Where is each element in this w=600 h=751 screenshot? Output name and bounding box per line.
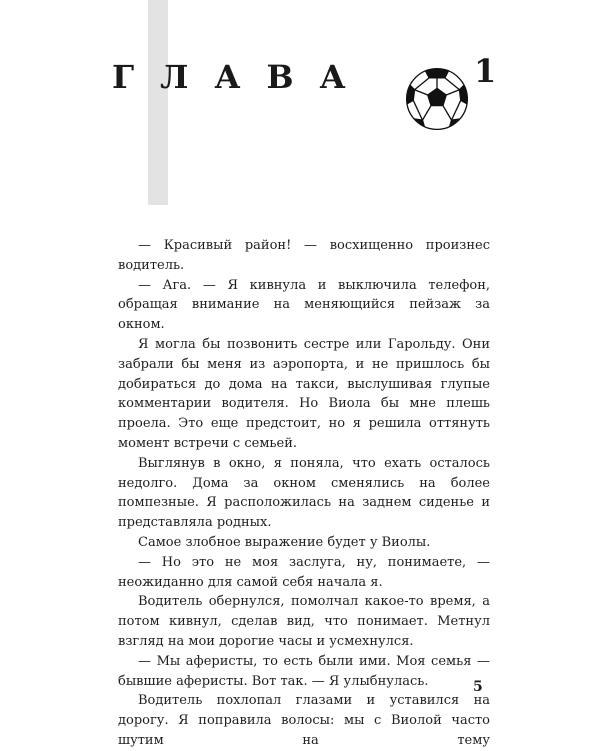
paragraph: Я могла бы позвонить сестре или Гарольду. Они забрали бы меня из аэропорта, и не пришлось бы добираться до дома на такси, выслушивая глупые комментарии водителя. Но Виола бы мне плешь проела. Это еще предстоит, но я решила оттянуть момент встречи с семьей.: [118, 336, 490, 451]
page-number: 5: [473, 679, 483, 695]
chapter-number: 1: [474, 52, 497, 90]
paragraph: — Мы аферисты, то есть были ими. Моя семья — бывшие аферисты. Вот так. — Я улыбнулась.: [118, 653, 490, 689]
soccer-ball-icon: [404, 66, 470, 132]
paragraph: — Но это не моя заслуга, ну, понимаете, — неожиданно для самой себя начала я.: [118, 554, 490, 590]
chapter-title: ГЛАВА: [112, 58, 372, 96]
paragraph: — Ага. — Я кивнула и выключила телефон, обращая внимание на меняющийся пейзаж за окном.: [118, 277, 490, 333]
paragraph: Водитель похлопал глазами и уставился на дорогу. Я поправила волосы: мы с Виолой часто шутим на тему: [118, 693, 490, 748]
chapter-body: [118, 236, 490, 751]
paragraph: Водитель обернулся, помолчал какое-то время, а потом кивнул, сделав вид, что понимает. Метнул взгляд на мои дорогие часы и усмехнулся.: [118, 594, 490, 649]
paragraph: Выглянув в окно, я поняла, что ехать осталось недолго. Дома за окном сменялись на более помпезные. Я расположилась на заднем сиденье и представляла родных.: [118, 455, 490, 531]
chapter-heading: [112, 50, 497, 130]
paragraph: — Красивый район! — восхищенно произнес водитель.: [118, 238, 490, 273]
paragraph: Самое злобное выражение будет у Виолы.: [138, 534, 431, 550]
